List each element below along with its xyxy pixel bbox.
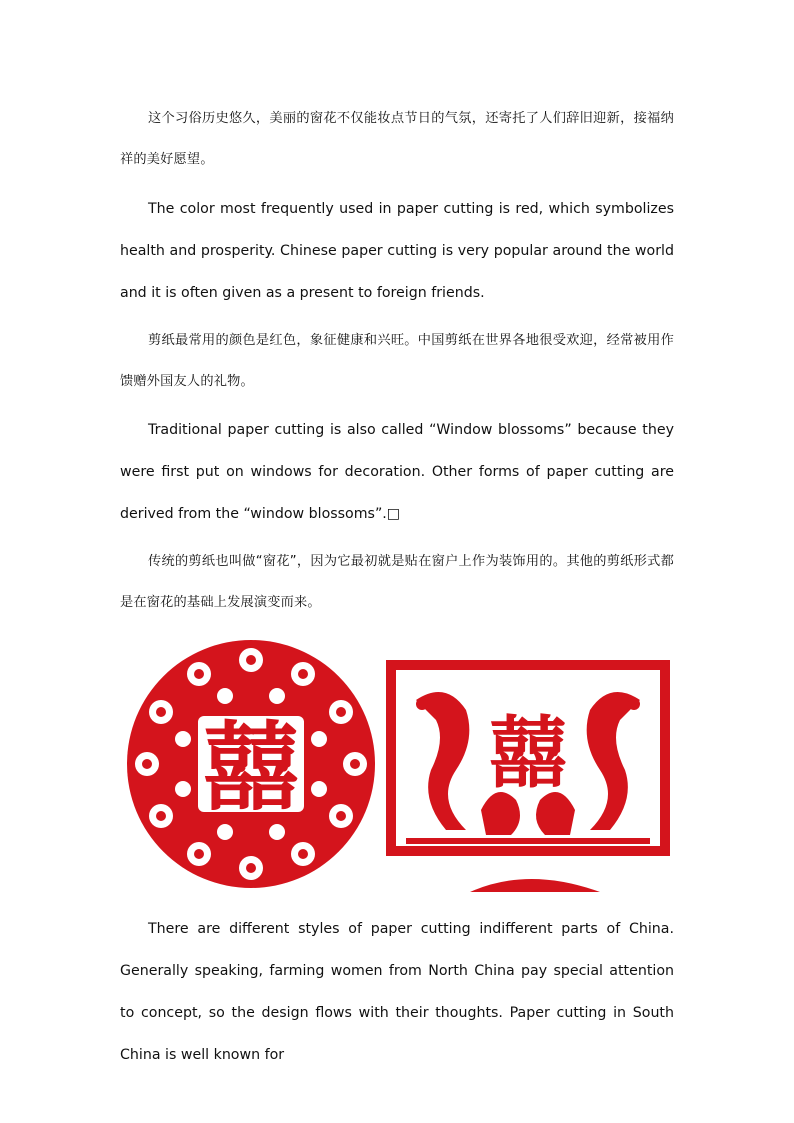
- paragraph-custom-zh: 这个习俗历史悠久，美丽的窗花不仅能妆点节日的气氛，还寄托了人们辞旧迎新，接福纳祥的美好愿望。: [120, 111, 674, 167]
- double-happiness-round: 囍: [203, 712, 299, 824]
- rect-paper-cut-image: [386, 660, 674, 892]
- round-paper-cut-image: [122, 636, 380, 892]
- paragraph-color-en: The color most frequently used in paper cutting is red, which symbolizes health and prosperity. Chinese paper cutting is very popular around the world and it is often given as a present to foreign friends.: [120, 201, 674, 301]
- double-happiness-rect: 囍: [488, 709, 568, 799]
- paragraph-styles-en: There are different styles of paper cutting indifferent parts of China. Generally speaking, farming women from North China pay special attention to concept, so the design flows with their thoughts. Paper cutting in South China is well known for: [120, 921, 674, 1063]
- paragraph-color-zh: 剪纸最常用的颜色是红色，象征健康和兴旺。中国剪纸在世界各地很受欢迎，经常被用作馈赠外国友人的礼物。: [120, 333, 674, 389]
- paragraph-window-blossoms-en: Traditional paper cutting is also called “Window blossoms” because they were first put on windows for decoration. Other forms of paper cutting are derived from the “window blossoms”.□: [120, 422, 674, 522]
- paragraph-window-blossoms-zh: 传统的剪纸也叫做“窗花”，因为它最初就是贴在窗户上作为装饰用的。其他的剪纸形式都是在窗花的基础上发展演变而来。: [120, 554, 674, 610]
